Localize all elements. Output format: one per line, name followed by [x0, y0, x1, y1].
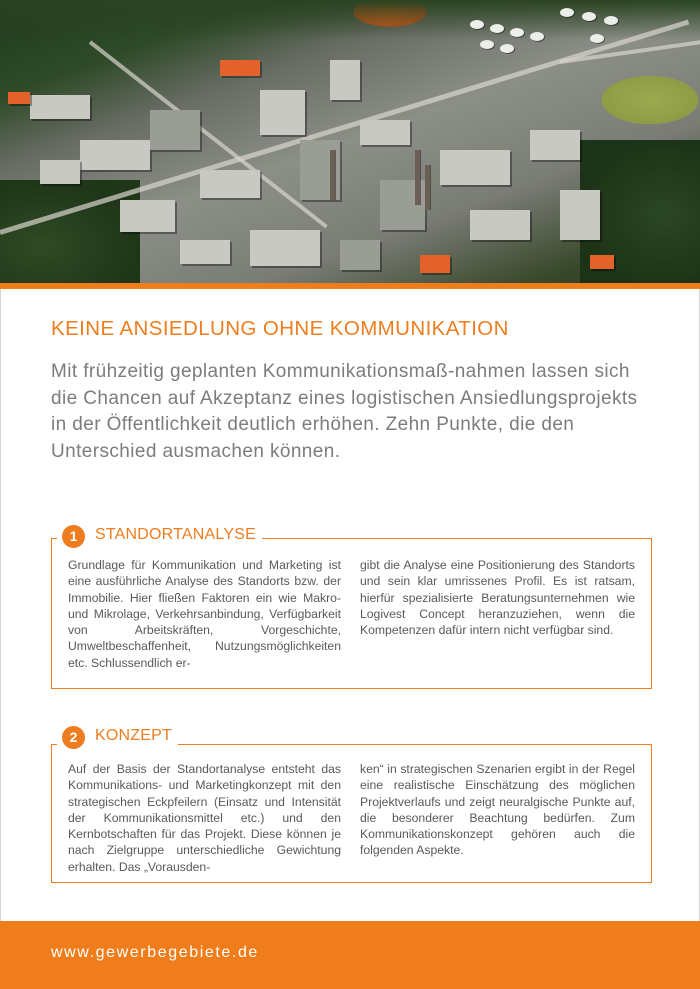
building [180, 240, 230, 264]
building [440, 150, 510, 185]
storage-tank [470, 20, 484, 29]
building [560, 190, 600, 240]
building [40, 160, 80, 184]
building [260, 90, 305, 135]
building [30, 95, 90, 119]
storage-tank [500, 44, 514, 53]
building [470, 210, 530, 240]
section-title: STANDORTANALYSE [91, 526, 262, 544]
storage-tank [480, 40, 494, 49]
section-title: KONZEPT [91, 727, 178, 745]
building [250, 230, 320, 266]
building [150, 110, 200, 150]
section-text-right: gibt die Analyse eine Positionierung des Standorts und sein klar umrissenes Profil. Es ist ratsam, hierfür spezialisierte Beratungsunternehmen wie Logivest Concept heranzuziehen, wenn die Kompetenzen dafür intern nicht verfügbar sind. [360, 558, 635, 638]
building [330, 60, 360, 100]
section-number-badge: 2 [62, 726, 85, 749]
building [8, 92, 30, 104]
building [200, 170, 260, 198]
section-number-badge: 1 [62, 525, 85, 548]
page-title: KEINE ANSIEDLUNG OHNE KOMMUNIKATION [51, 317, 509, 340]
building [80, 140, 150, 170]
chimney [330, 150, 335, 200]
storage-tank [490, 24, 504, 33]
building [340, 240, 380, 270]
storage-tank [604, 16, 618, 25]
chimney [425, 165, 430, 210]
hero-aerial-image [0, 0, 700, 283]
building [420, 255, 450, 273]
storage-tank [530, 32, 544, 41]
storage-tank [590, 34, 604, 43]
storage-tank [582, 12, 596, 21]
building [220, 60, 260, 76]
building [590, 255, 614, 269]
building [530, 130, 580, 160]
building [360, 120, 410, 145]
footer-website-link[interactable]: www.gewerbegebiete.de [51, 944, 259, 961]
section-text-right: ken“ in strategischen Szenarien ergibt in der Regel eine realistische Einschätzung des möglichen Projektverlaufs und zeigt neuralgische Punkte auf, die besonderer Beachtung bedürfen. Zum Kommunikationskonzept gehören auch die folgenden Aspekte. [360, 762, 635, 858]
section-text-left: Auf der Basis der Standortanalyse entsteht das Kommunikations- und Marketingkonzept mit den strategischen Eckpfeilern (Einsatz und Intensität der Kommunikationsmittel etc.) und den Kernbotschaften für das Projekt. Diese können je nach Zielgruppe unterschiedliche Gewichtung erhalten. Das „Vorausden- [68, 762, 341, 874]
chimney [415, 150, 420, 205]
section-text-left: Grundlage für Kommunikation und Marketing ist eine ausführliche Analyse des Standorts bzw. der Immobilie. Hier fließen Faktoren ein wie Makro- und Mikrolage, Verkehrsanbindung, Verfügbarkeit von Arbeitskräften, Vorgeschichte, Umweltbeschaffenheit, Nutzungsmöglichkeiten etc. Schlussendlich er- [68, 558, 341, 670]
storage-tank [560, 8, 574, 17]
lead-paragraph: Mit frühzeitig geplanten Kommunikationsmaß-nahmen lassen sich die Chancen auf Akzeptanz eines logistischen Ansiedlungsprojekts in der Öffentlichkeit deutlich erhöhen. Zehn Punkte, die den Unterschied ausmachen können. [51, 361, 638, 462]
storage-tank [510, 28, 524, 37]
building [120, 200, 175, 232]
